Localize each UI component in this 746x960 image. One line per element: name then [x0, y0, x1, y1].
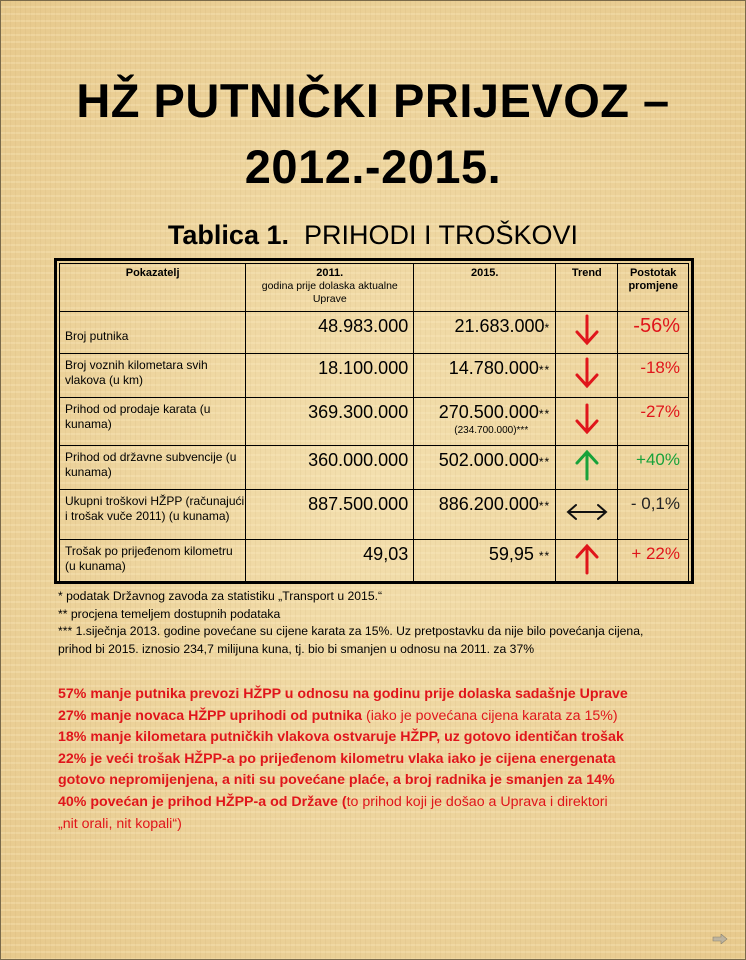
- value-2011: 49,03: [246, 540, 414, 584]
- header-2011-year: 2011.: [316, 267, 344, 279]
- table-header-row: [60, 264, 689, 312]
- value-2015-number: 59,95: [488, 544, 534, 564]
- table-row: [60, 490, 689, 540]
- value-2015-footnote: **: [538, 363, 551, 377]
- footnote-3-cont: prihod bi 2015. iznosio 234,7 milijuna kuna, tj. bio bi smanjen u odnosu na 2011. za 37%: [58, 641, 535, 656]
- trend-cell: [556, 312, 618, 354]
- value-2011: 360.000.000: [246, 446, 414, 490]
- header-trend: Trend: [556, 264, 618, 312]
- value-2011: 48.983.000: [246, 312, 414, 354]
- summary-normal: (iako je povećana cijena karata za 15%): [362, 707, 618, 724]
- header-2011: [246, 264, 414, 312]
- table-row: [60, 446, 689, 490]
- trend-cell: [556, 540, 618, 584]
- value-2015: [414, 312, 556, 354]
- left-right-arrow-icon: [565, 502, 609, 522]
- value-2011: 887.500.000: [246, 490, 414, 540]
- value-2015-number: 502.000.000: [438, 450, 539, 470]
- value-2011: 369.300.000: [246, 398, 414, 446]
- summary-line: 22% je veći trošak HŽPP-a po prijeđenom kilometru vlaka iako je cijena energenata: [58, 750, 616, 767]
- percent-change: -27%: [618, 398, 689, 446]
- row-label: Broj voznih kilometara svih vlakova (u km): [60, 354, 246, 398]
- footnote-2: ** procjena temeljem dostupnih podataka: [58, 606, 281, 621]
- value-2015-footnote: **: [538, 549, 551, 563]
- down-arrow-icon: [574, 403, 600, 435]
- value-2015: [414, 446, 556, 490]
- table-title: PRIHODI I TROŠKOVI: [304, 220, 579, 250]
- table-row: [60, 312, 689, 354]
- row-label: Trošak po prijeđenom kilometru (u kunama): [60, 540, 246, 584]
- data-table-wrapper: [54, 258, 694, 584]
- up-arrow-icon: [574, 449, 600, 481]
- trend-cell: [556, 354, 618, 398]
- value-2015-footnote: **: [538, 407, 551, 421]
- summary-line: 18% manje kilometara putničkih vlakova ostvaruje HŽPP, uz gotovo identičan trošak: [58, 729, 624, 746]
- down-arrow-icon: [574, 357, 600, 389]
- value-2015-number: 270.500.000: [438, 402, 539, 422]
- down-arrow-icon: [574, 314, 600, 346]
- footnote-3: *** 1.siječnja 2013. godine povećane su cijene karata za 15%. Uz pretpostavku da nije bilo povećanja cijena,: [58, 624, 644, 638]
- value-2015-number: 14.780.000: [448, 358, 539, 378]
- row-label: Ukupni troškovi HŽPP (računajući i trošak vuče 2011) (u kunama): [60, 490, 246, 540]
- header-indicator: Pokazatelj: [60, 264, 246, 312]
- summary-text: [58, 684, 738, 835]
- table-number: Tablica 1.: [167, 220, 289, 250]
- summary-line: 57% manje putnika prevozi HŽPP u odnosu na godinu prije dolaska sadašnje Uprave: [58, 686, 628, 702]
- value-2015: [414, 354, 556, 398]
- row-label: Prihod od državne subvencije (u kunama): [60, 446, 246, 490]
- percent-change: +40%: [618, 446, 689, 490]
- trend-cell: [556, 398, 618, 446]
- footnotes: [58, 588, 738, 658]
- header-2015: 2015.: [414, 264, 556, 312]
- next-slide-icon[interactable]: [712, 934, 728, 944]
- trend-cell: [556, 446, 618, 490]
- value-2011: 18.100.000: [246, 354, 414, 398]
- table-row: [60, 540, 689, 584]
- summary-line: [58, 814, 738, 836]
- value-2015: [414, 398, 556, 446]
- value-2015-footnote: **: [538, 499, 551, 513]
- row-label: Prihod od prodaje karata (u kunama): [60, 398, 246, 446]
- value-2015-adjusted: (234.700.000)***: [454, 425, 529, 436]
- title-line-1: HŽ PUTNIČKI PRIJEVOZ –: [76, 74, 670, 127]
- data-table: [59, 263, 689, 584]
- header-2011-note: godina prije dolaska aktualne Uprave: [261, 280, 398, 305]
- summary-line: [58, 792, 738, 814]
- row-label: Broj putnika: [60, 312, 246, 354]
- percent-change: -18%: [618, 354, 689, 398]
- value-2015-footnote: **: [538, 455, 551, 469]
- page-title: [0, 68, 746, 200]
- up-arrow-icon: [574, 543, 600, 575]
- percent-change: -56%: [618, 312, 689, 354]
- percent-change: + 22%: [618, 540, 689, 584]
- value-2015: [414, 490, 556, 540]
- summary-bold: 40% povećan je prihod HŽPP-a od Države (: [58, 793, 347, 810]
- table-row: [60, 354, 689, 398]
- header-change: Postotak promjene: [618, 264, 689, 312]
- value-2015-number: 21.683.000: [454, 316, 545, 336]
- table-row: [60, 398, 689, 446]
- trend-cell: [556, 490, 618, 540]
- summary-line: gotovo nepromijenjena, a niti su povećane plaće, a broj radnika je smanjen za 14%: [58, 772, 615, 789]
- footnote-1: * podatak Državnog zavoda za statistiku „Transport u 2015.“: [58, 589, 383, 603]
- summary-normal: „nit orali, nit kopali“): [58, 815, 182, 832]
- percent-change: - 0,1%: [618, 490, 689, 540]
- table-caption: [0, 218, 746, 252]
- summary-line: [58, 706, 738, 728]
- summary-normal: to prihod koji je došao a Uprava i direktori: [346, 793, 608, 810]
- value-2015: [414, 540, 556, 584]
- summary-bold: 27% manje novaca HŽPP uprihodi od putnika: [58, 707, 363, 724]
- title-line-2: 2012.-2015.: [244, 140, 502, 193]
- value-2015-number: 886.200.000: [438, 494, 539, 514]
- value-2015-footnote: *: [544, 321, 551, 335]
